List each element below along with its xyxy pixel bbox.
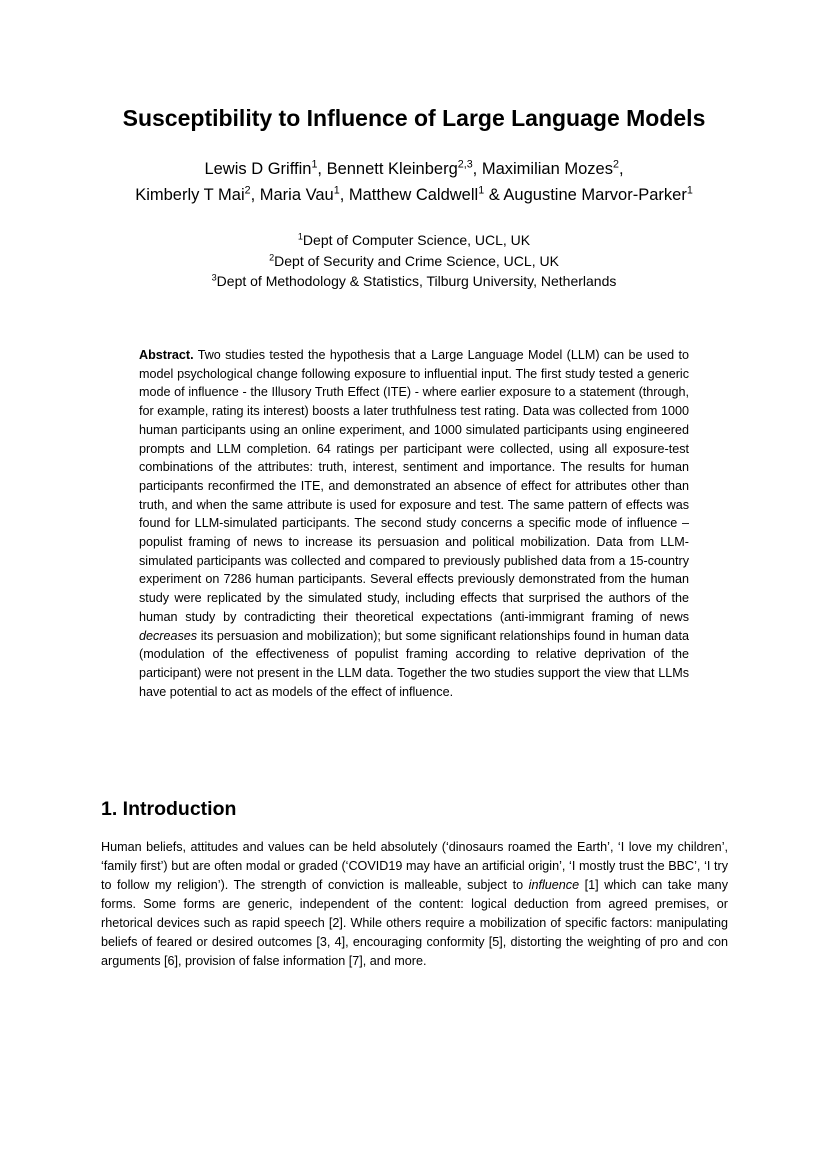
abstract-text: its persuasion and mobilization); but some significant relationships found in human data (modulation of the effectiveness of populist framing according to relative deprivation of the participant) were not present in the LLM data. Together the two studies support the view that LLMs have potential to act as models of the effect of influence. xyxy=(139,628,689,699)
affiliation-marker: 2 xyxy=(244,184,251,197)
affiliation-line xyxy=(60,230,768,251)
author-name: Augustine Marvor-Parker xyxy=(503,186,687,204)
affiliation-text: Dept of Security and Crime Science, UCL, UK xyxy=(274,252,559,269)
author-name: Maria Vau xyxy=(259,186,334,204)
section-heading-introduction: 1. Introduction xyxy=(101,798,237,820)
introduction-paragraph xyxy=(101,838,728,971)
separator: , xyxy=(317,160,327,178)
affiliation-line xyxy=(60,251,768,272)
abstract-text: Two studies tested the hypothesis that a Large Language Model (LLM) can be used to model psychological change following exposure to influential input. The first study tested a generic mode of influence - the Illusory Truth Effect (ITE) - where earlier exposure to a statement (through, for example, rating its interest) boosts a later truthfulness test rating. Data was collected from 1000 human participants using an online experiment, and 1000 simulated participants using engineered prompts and LLM completion. 64 ratings per participant were collected, using all exposure-test combinations of the attributes: truth, interest, sentiment and importance. The results for human participants reconfirmed the ITE, and demonstrated an absence of effect for attributes other than truth, and when the same attribute is used for exposure and test. The same pattern of effects was found for LLM-simulated participants. The second study concerns a specific mode of influence – populist framing of news to increase its persuasion and political mobilization. Data from LLM-simulated participants was collected and compared to previously published data from a 15-country experiment on 7286 human participants. Several effects previously demonstrated from the human study were replicated by the simulated study, including effects that surprised the authors of the human study by contradicting their theoretical expectations (anti-immigrant framing of news xyxy=(139,348,689,624)
author-line-1 xyxy=(60,156,768,182)
separator: & xyxy=(484,186,504,204)
abstract-emphasis: decreases xyxy=(139,628,198,643)
author-line-2 xyxy=(60,182,768,208)
affiliation-marker: 2 xyxy=(269,251,275,262)
affiliation-list xyxy=(60,230,768,292)
separator: , xyxy=(472,160,482,178)
paper-title: Susceptibility to Influence of Large Language Models xyxy=(122,105,706,131)
paragraph-emphasis: influence xyxy=(528,878,580,892)
abstract-label: Abstract. xyxy=(139,348,194,362)
author-name: Kimberly T Mai xyxy=(135,186,245,204)
affiliation-marker: 2 xyxy=(612,158,619,171)
affiliation-marker: 3 xyxy=(211,272,217,283)
author-name: Lewis D Griffin xyxy=(204,160,312,178)
affiliation-text: Dept of Computer Science, UCL, UK xyxy=(302,232,531,248)
affiliation-marker: 1 xyxy=(333,184,340,197)
paragraph-text: [1] which can take many forms. Some forms are generic, independent of the content: logical deduction from agreed premises, or rhetorical devices such as rapid speech [2]. While others require a mobilization of specific factors: manipulating beliefs of feared or desired outcomes [3, 4], encouraging conformity [5], distorting the weighting of pro and con arguments [6], provision of false information [7], and more. xyxy=(101,878,728,968)
author-name: Matthew Caldwell xyxy=(348,186,479,204)
author-name: Bennett Kleinberg xyxy=(326,160,458,178)
separator: , xyxy=(618,160,624,178)
affiliation-marker: 1 xyxy=(686,184,693,197)
affiliation-marker: 1 xyxy=(478,184,485,197)
affiliation-text: Dept of Methodology & Statistics, Tilburg University, Netherlands xyxy=(216,273,617,289)
author-list xyxy=(60,156,768,208)
affiliation-marker: 2,3 xyxy=(457,158,473,171)
separator: , xyxy=(339,186,349,204)
affiliation-marker: 1 xyxy=(311,158,318,171)
paragraph-text: Human beliefs, attitudes and values can be held absolutely (‘dinosaurs roamed the Earth’, ‘I love my children’, ‘family first’) but are often modal or graded (‘COVID19 may have an artificial origin’, ‘I mostly trust the BBC’, ‘I try to follow my religion’). The strength of conviction is malleable, subject to xyxy=(101,840,728,892)
abstract xyxy=(139,346,689,701)
affiliation-line xyxy=(60,271,768,292)
affiliation-marker: 1 xyxy=(297,231,303,242)
separator: , xyxy=(250,186,260,204)
author-name: Maximilian Mozes xyxy=(481,160,613,178)
